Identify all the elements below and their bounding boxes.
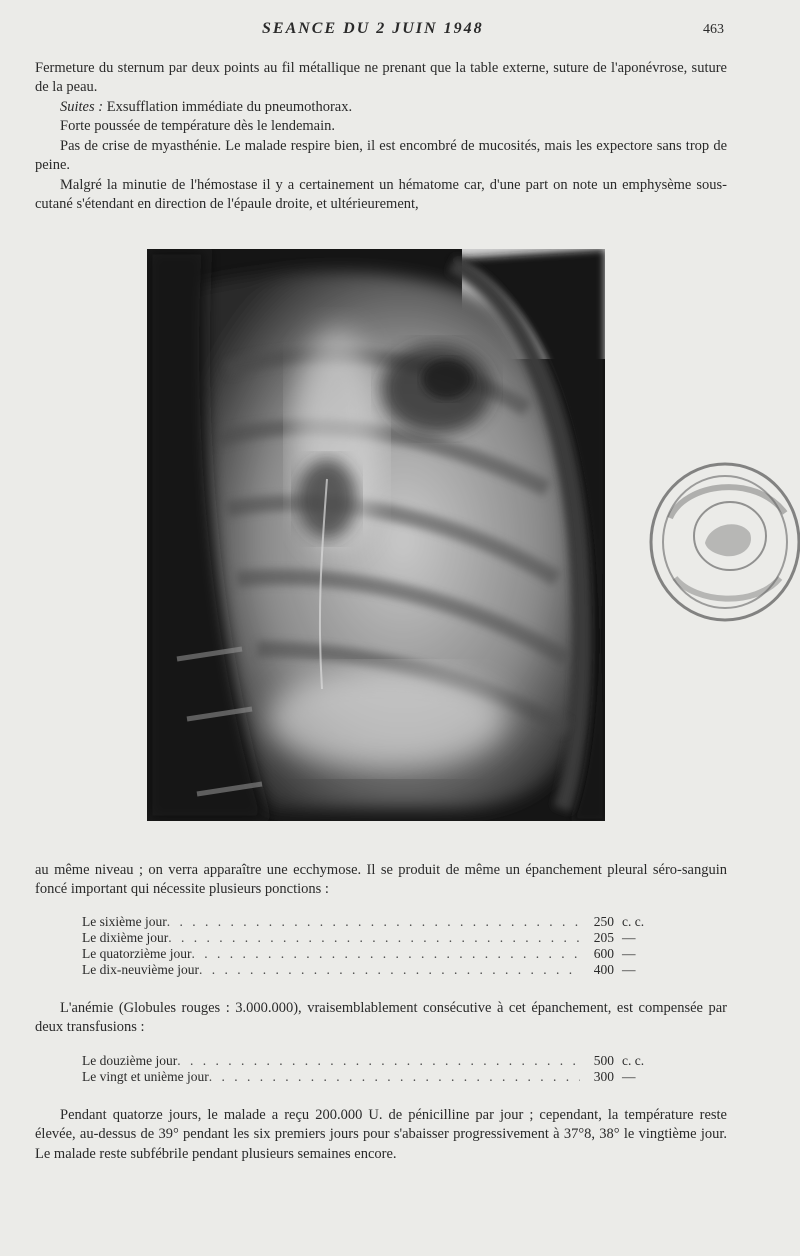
page-title: SEANCE DU 2 JUIN 1948 [262, 20, 484, 37]
page-number: 463 [703, 22, 724, 37]
seal-image [645, 458, 800, 626]
suites-label: Suites : [60, 99, 104, 115]
paragraph-sternum-closure: Fermeture du sternum par deux points au fil métallique ne prenant que la table externe, suture de l'aponévrose, suture de la peau. [35, 60, 727, 96]
paragraph-ecchymosis: au même niveau ; on verra apparaître une ecchymose. Il se produit de même un épanchement pleural séro-sanguin foncé important qui nécessite plusieurs ponctions : [35, 862, 727, 898]
chest-xray-figure [147, 249, 605, 821]
library-stamp [645, 458, 800, 626]
paragraph-temperature: Forte poussée de température dès le lendemain. [60, 118, 335, 134]
paragraph-suites [35, 98, 727, 117]
paragraph-myasthenia: Pas de crise de myasthénie. Le malade respire bien, il est encombré de mucosités, mais les expectore sans trop de peine. [35, 138, 727, 174]
paragraph-hemostasis: Malgré la minutie de l'hémostase il y a certainement un hématome car, d'une part on note un emphysème sous-cutané s'étendant en direction de l'épaule droite, et ultérieurement, [35, 177, 727, 213]
paragraph-anemia: L'anémie (Globules rouges : 3.000.000), vraisemblablement consécutive à cet épanchement, est compensée par deux transfusions : [35, 1000, 727, 1036]
list-item: Le douzième jour . . . 500 c. c. [82, 1053, 672, 1069]
list-item: Le vingt et unième jour . . . 300 — [82, 1069, 672, 1085]
list-item: Le sixième jour . . . 250 c. c. [82, 914, 672, 930]
transfusion-list [82, 1053, 672, 1085]
running-header [0, 20, 800, 44]
suites-text: Exsufflation immédiate du pneumothorax. [103, 99, 353, 115]
punction-list [82, 914, 672, 978]
list-item: Le dix-neuvième jour . . . 400 — [82, 962, 672, 978]
paragraph-penicillin: Pendant quatorze jours, le malade a reçu 200.000 U. de pénicilline par jour ; cependant, la température reste élevée, au-dessus de 39° pendant les six premiers jours pour s'abaisser progressivement à 37°8, 38° le vingtième jour. Le malade reste subfébrile pendant plusieurs semaines encore. [35, 1107, 727, 1162]
list-item: Le dixième jour . . . 205 — [82, 930, 672, 946]
xray-image [147, 249, 605, 821]
list-item: Le quatorzième jour . . . 600 — [82, 946, 672, 962]
